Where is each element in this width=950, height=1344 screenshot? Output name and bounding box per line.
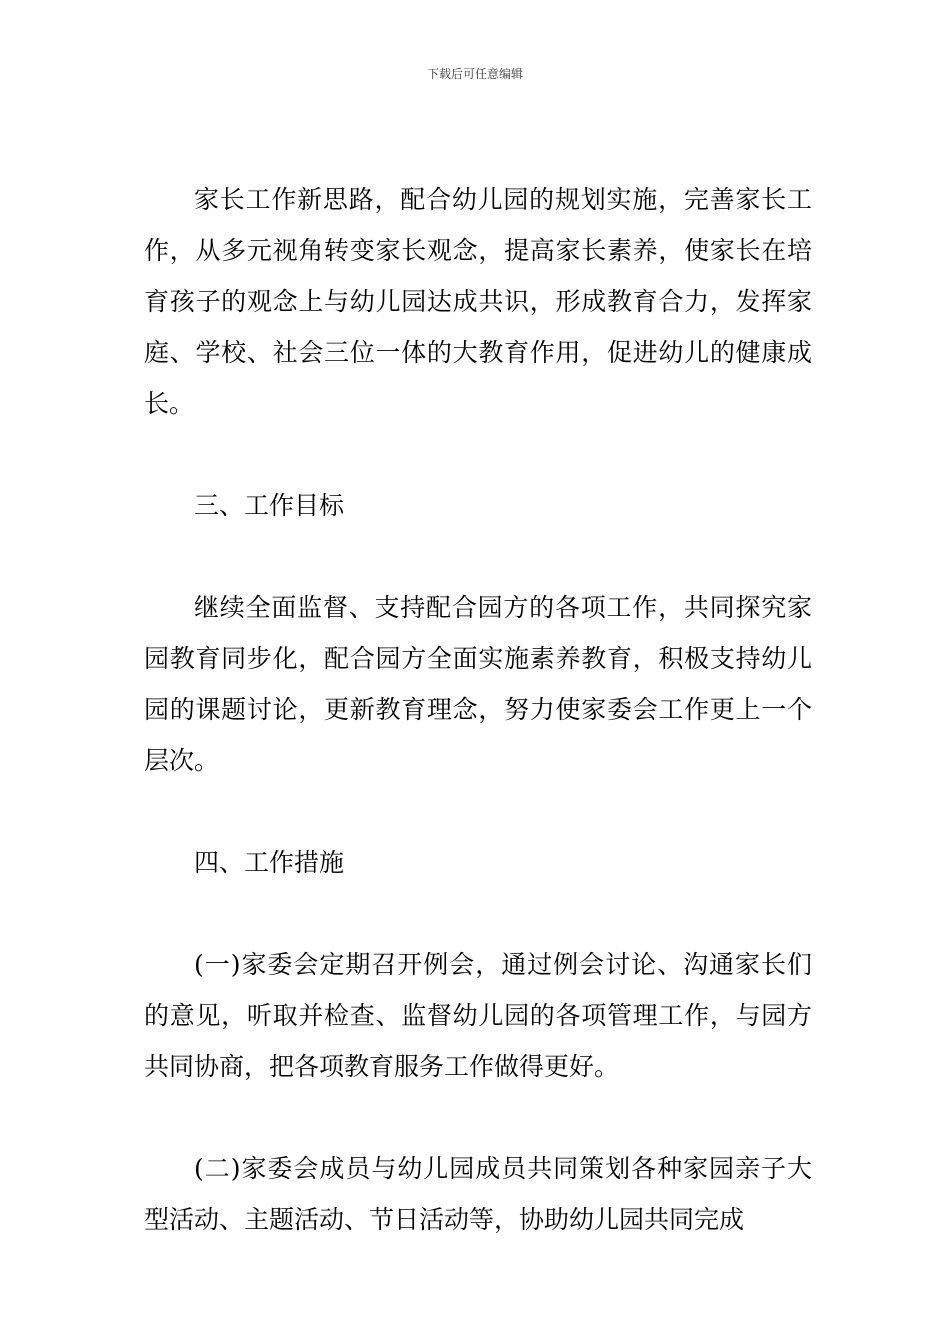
section-heading-goals: 三、工作目标 xyxy=(194,491,345,520)
goals-paragraph: 继续全面监督、支持配合园方的各项工作，共同探究家园教育同步化，配合园方全面实施素养教育，积极支持幼儿园的课题讨论，更新教育理念，努力使家委会工作更上一个层次。 xyxy=(144,593,812,775)
page-header-note: 下载后可任意编辑 xyxy=(426,67,523,81)
intro-paragraph: 家长工作新思路，配合幼儿园的规划实施，完善家长工作，从多元视角转变家长观念，提高家长素养，使家长在培育孩子的观念上与幼儿园达成共识，形成教育合力，发挥家庭、学校、社会三位一体的大教育作用，促进幼儿的健康成长。 xyxy=(144,185,812,418)
measure-item-2: (二)家委会成员与幼儿园成员共同策划各种家园亲子大型活动、主题活动、节日活动等，协助幼儿园共同完成 xyxy=(144,1154,812,1234)
paragraph-gap xyxy=(144,429,812,480)
paragraph-gap xyxy=(144,786,812,837)
paragraph-gap xyxy=(144,1092,812,1143)
paragraph-gap xyxy=(144,888,812,939)
section-heading-measures: 四、工作措施 xyxy=(194,848,345,877)
measure-item-1: (一)家委会定期召开例会，通过例会讨论、沟通家长们的意见，听取并检查、监督幼儿园的各项管理工作，与园方共同协商，把各项教育服务工作做得更好。 xyxy=(144,950,812,1081)
document-body xyxy=(144,174,812,1245)
paragraph-gap xyxy=(144,531,812,582)
